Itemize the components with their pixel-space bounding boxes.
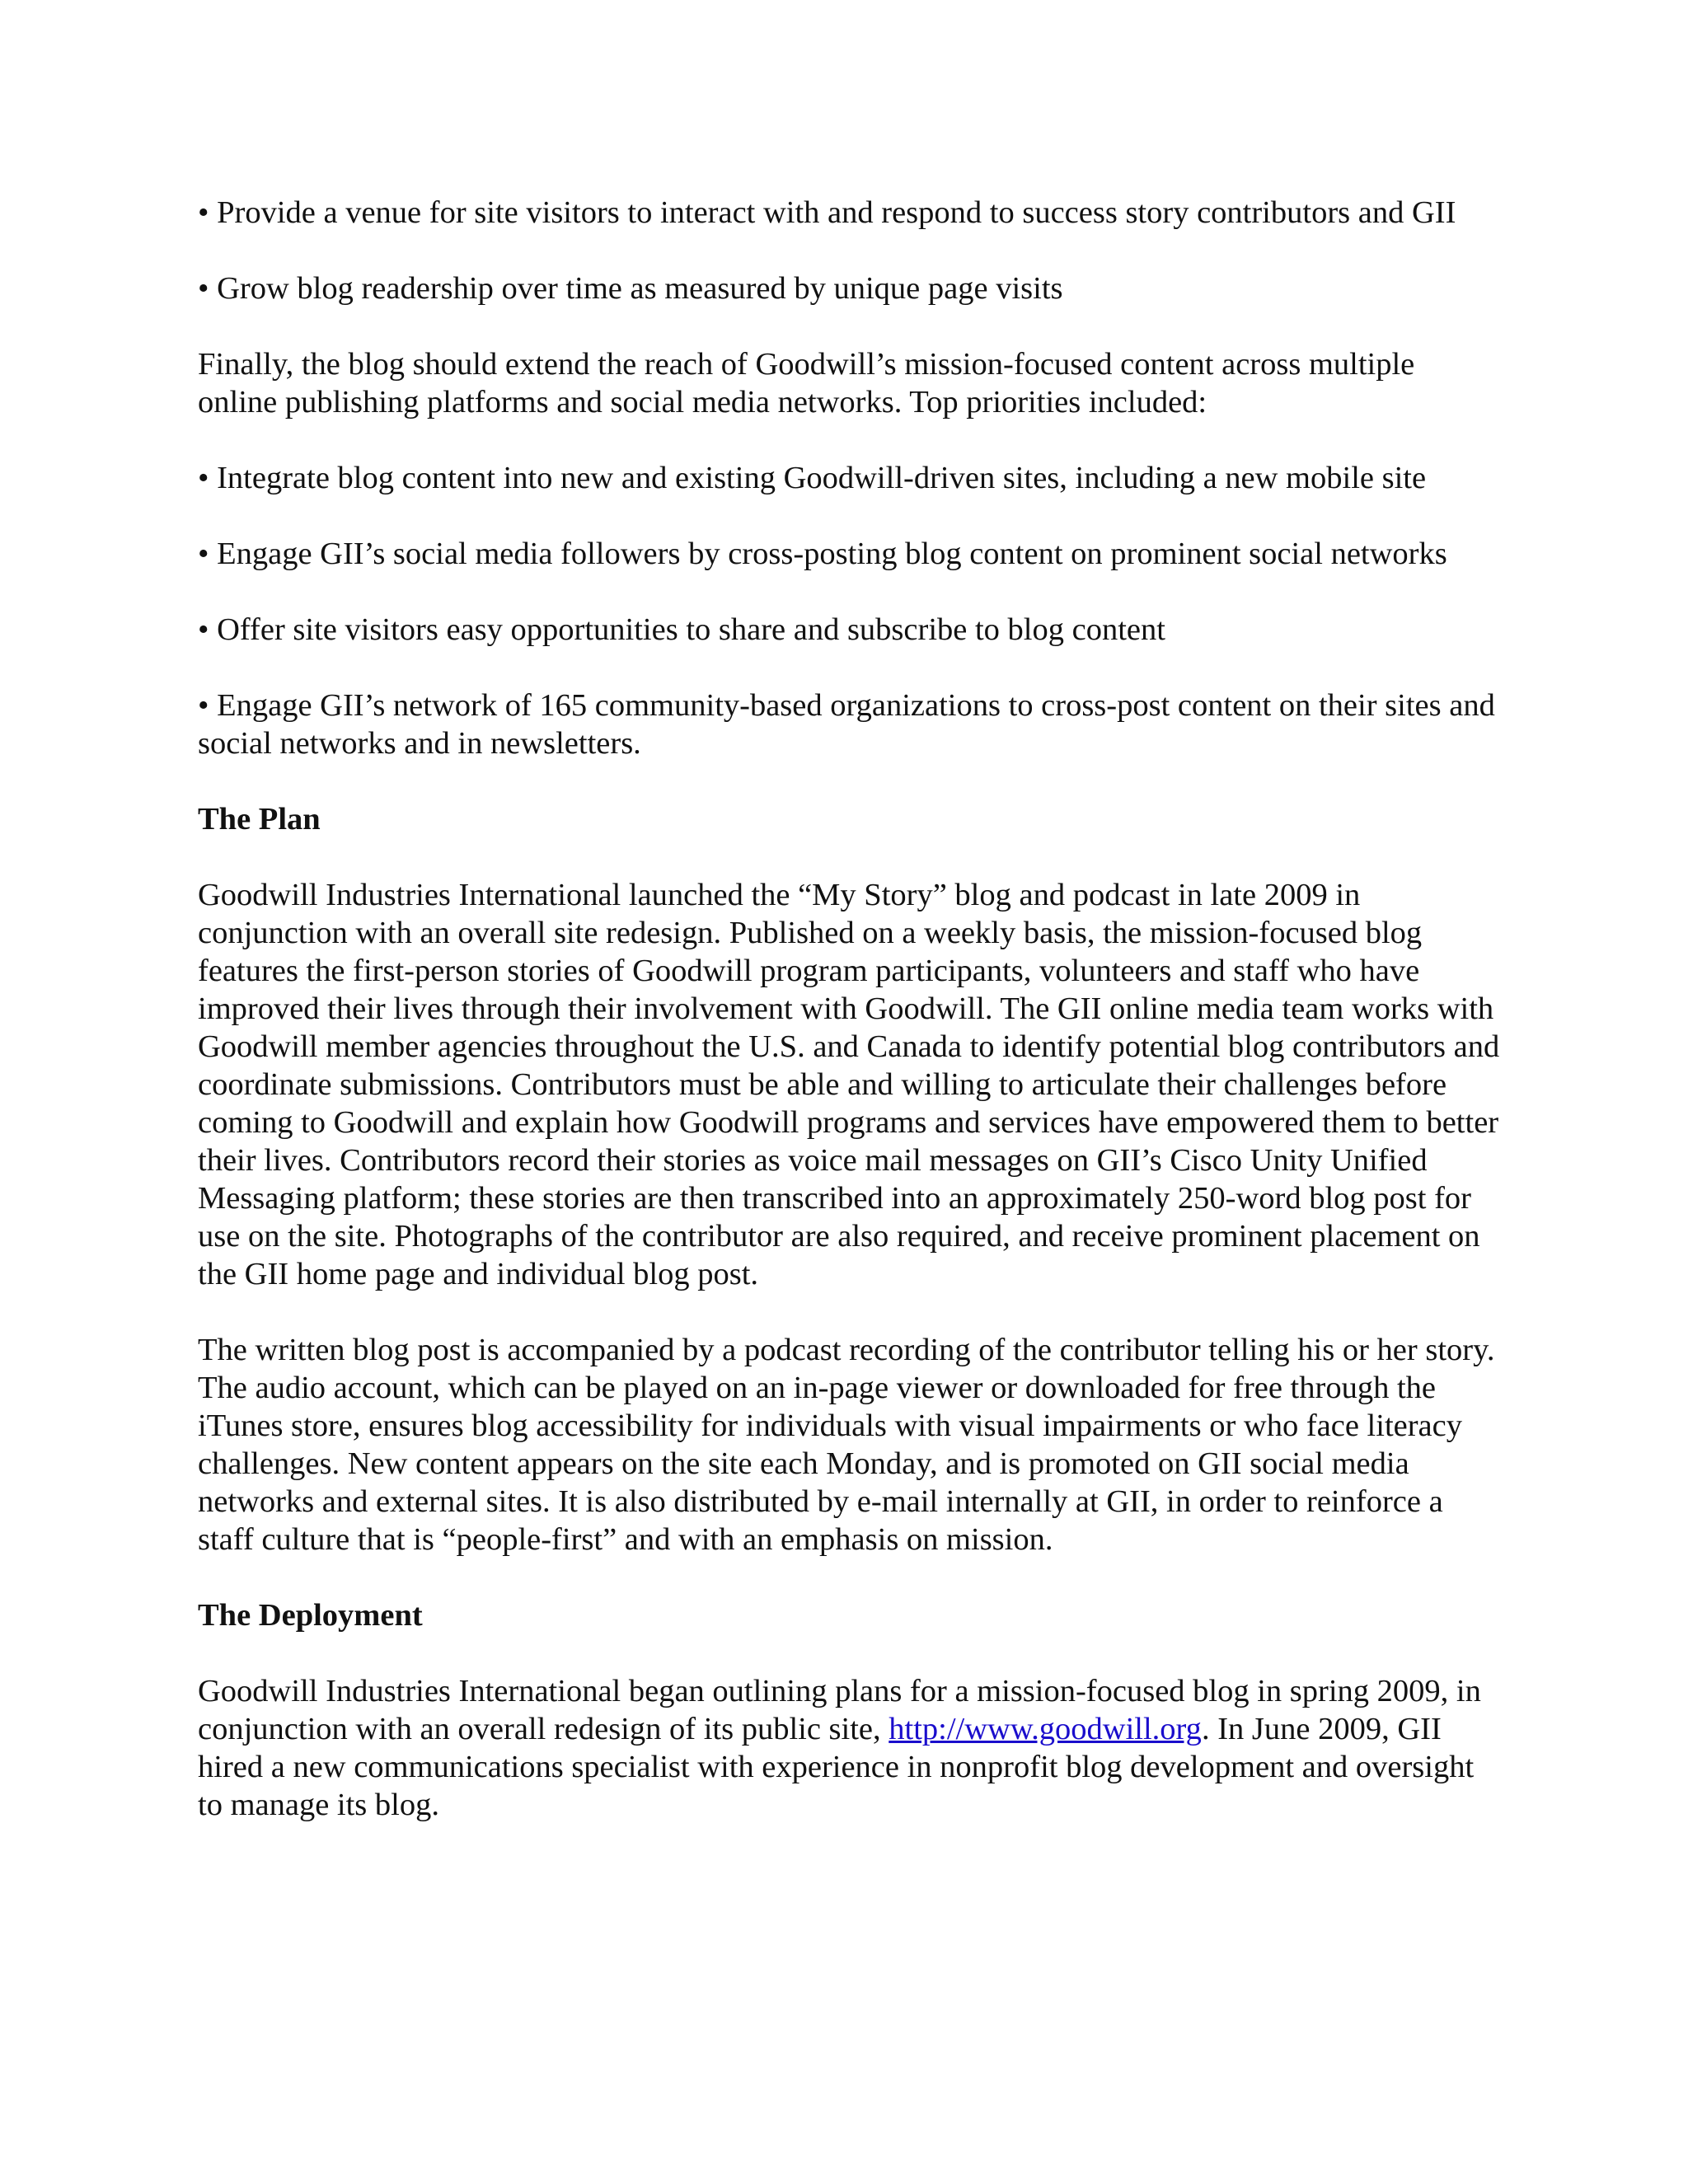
- paragraph-plan-2: The written blog post is accompanied by a podcast recording of the contributor telling his or her story. The audio account, which can be played on an in-page viewer or downloaded for free through the iTunes store, ensures blog accessibility for individuals with visual impairments or who face literacy challenges. New content appears on the site each Monday, and is promoted on GII social media networks and external sites. It is also distributed by e-mail internally at GII, in order to reinforce a staff culture that is “people-first” and with an emphasis on mission.: [198, 1333, 1495, 1557]
- heading-the-deployment: The Deployment: [198, 1598, 423, 1633]
- deployment-text-after: . In June 2009, GII hired a new communications specialist with experience in nonprofit blog development and oversight to manage its blog.: [198, 1712, 1475, 1822]
- document-body: [198, 194, 1500, 1862]
- bullet-engage-network: • Engage GII’s network of 165 community-based organizations to cross-post content on their sites and social networks and in newsletters.: [198, 688, 1495, 761]
- goodwill-site-link[interactable]: http://www.goodwill.org: [889, 1712, 1202, 1746]
- bullet-grow-readership: • Grow blog readership over time as measured by unique page visits: [198, 271, 1063, 306]
- paragraph-plan-1: Goodwill Industries International launched the “My Story” blog and podcast in late 2009 in conjunction with an overall site redesign. Published on a weekly basis, the mission-focused blog features the first-person stories of Goodwill program participants, volunteers and staff who have improved their lives through their involvement with Goodwill. The GII online media team works with Goodwill member agencies throughout the U.S. and Canada to identify potential blog contributors and coordinate submissions. Contributors must be able and willing to articulate their challenges before coming to Goodwill and explain how Goodwill programs and services have empowered them to better their lives. Contributors record their stories as voice mail messages on GII’s Cisco Unity Unified Messaging platform; these stories are then transcribed into an approximately 250-word blog post for use on the site. Photographs of the contributor are also required, and receive prominent placement on the GII home page and individual blog post.: [198, 878, 1500, 1291]
- deployment-text-before: Goodwill Industries International began outlining plans for a mission-focused blog in spring 2009, in conjunction with an overall redesign of its public site,: [198, 1674, 1481, 1746]
- paragraph-deployment: [198, 1672, 1500, 1824]
- bullet-engage-followers: • Engage GII’s social media followers by cross-posting blog content on prominent social networks: [198, 537, 1447, 571]
- bullet-offer-share: • Offer site visitors easy opportunities to share and subscribe to blog content: [198, 612, 1165, 647]
- bullet-integrate-content: • Integrate blog content into new and existing Goodwill-driven sites, including a new mobile site: [198, 461, 1427, 495]
- heading-the-plan: The Plan: [198, 802, 321, 837]
- bullet-provide-venue: • Provide a venue for site visitors to interact with and respond to success story contributors and GII: [198, 195, 1456, 230]
- paragraph-finally: Finally, the blog should extend the reach of Goodwill’s mission-focused content across multiple online publishing platforms and social media networks. Top priorities included:: [198, 347, 1415, 419]
